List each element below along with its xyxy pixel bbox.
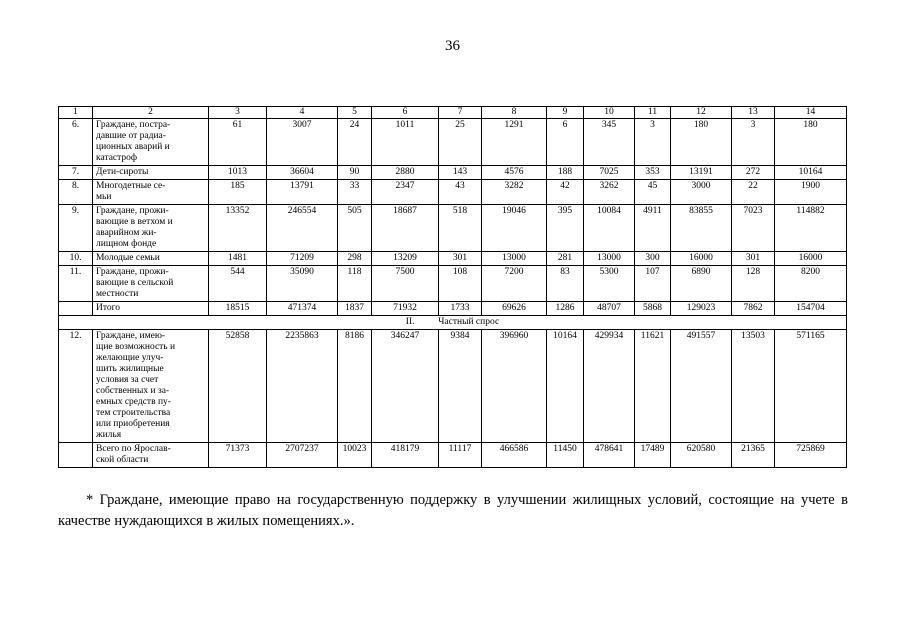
value-cell: 21365 bbox=[732, 443, 775, 468]
value-cell: 13209 bbox=[372, 252, 439, 266]
value-cell: 33 bbox=[338, 180, 372, 205]
value-cell: 18687 bbox=[372, 205, 439, 252]
value-cell: 9 bbox=[547, 107, 584, 119]
value-cell: 301 bbox=[732, 252, 775, 266]
value-cell: 620580 bbox=[671, 443, 732, 468]
category-cell: Граждане, прожи- вающие в ветхом и аварийном жи- лищном фонде bbox=[93, 205, 209, 252]
page-number: 36 bbox=[445, 38, 460, 54]
value-cell: 7 bbox=[439, 107, 482, 119]
value-cell: 16000 bbox=[671, 252, 732, 266]
value-cell: 118 bbox=[338, 266, 372, 302]
table-row bbox=[59, 252, 847, 266]
value-cell: 346247 bbox=[372, 330, 439, 443]
value-cell: 11450 bbox=[547, 443, 584, 468]
value-cell: 12 bbox=[671, 107, 732, 119]
table-row bbox=[59, 166, 847, 180]
value-cell: 107 bbox=[635, 266, 671, 302]
value-cell: 128 bbox=[732, 266, 775, 302]
table-row bbox=[59, 266, 847, 302]
value-cell: 7500 bbox=[372, 266, 439, 302]
value-cell: 2235863 bbox=[267, 330, 338, 443]
value-cell: 36604 bbox=[267, 166, 338, 180]
value-cell: 300 bbox=[635, 252, 671, 266]
value-cell: 7023 bbox=[732, 205, 775, 252]
value-cell: 13352 bbox=[209, 205, 267, 252]
value-cell: 4576 bbox=[482, 166, 547, 180]
value-cell: 518 bbox=[439, 205, 482, 252]
value-cell: 396960 bbox=[482, 330, 547, 443]
value-cell: 3 bbox=[732, 119, 775, 166]
value-cell: 10164 bbox=[775, 166, 847, 180]
value-cell: 8186 bbox=[338, 330, 372, 443]
value-cell: 5868 bbox=[635, 302, 671, 316]
value-cell: 471374 bbox=[267, 302, 338, 316]
value-cell: 83 bbox=[547, 266, 584, 302]
value-cell: 10023 bbox=[338, 443, 372, 468]
value-cell: 83855 bbox=[671, 205, 732, 252]
value-cell: 544 bbox=[209, 266, 267, 302]
value-cell: 24 bbox=[338, 119, 372, 166]
value-cell: 281 bbox=[547, 252, 584, 266]
value-cell: 13503 bbox=[732, 330, 775, 443]
value-cell: 429934 bbox=[584, 330, 635, 443]
section-row bbox=[59, 316, 847, 330]
value-cell: 1013 bbox=[209, 166, 267, 180]
value-cell: 9384 bbox=[439, 330, 482, 443]
value-cell: 10164 bbox=[547, 330, 584, 443]
value-cell: 13000 bbox=[584, 252, 635, 266]
value-cell: 42 bbox=[547, 180, 584, 205]
value-cell: 418179 bbox=[372, 443, 439, 468]
value-cell: 505 bbox=[338, 205, 372, 252]
housing-demand-table bbox=[58, 106, 847, 468]
value-cell: 22 bbox=[732, 180, 775, 205]
value-cell: 2347 bbox=[372, 180, 439, 205]
value-cell: 69626 bbox=[482, 302, 547, 316]
value-cell: 48707 bbox=[584, 302, 635, 316]
value-cell: 1286 bbox=[547, 302, 584, 316]
value-cell: 185 bbox=[209, 180, 267, 205]
section-title: II. Частный спрос bbox=[59, 316, 847, 330]
value-cell: 180 bbox=[775, 119, 847, 166]
value-cell: 5300 bbox=[584, 266, 635, 302]
value-cell: 35090 bbox=[267, 266, 338, 302]
value-cell: 1837 bbox=[338, 302, 372, 316]
value-cell: 114882 bbox=[775, 205, 847, 252]
value-cell: 13791 bbox=[267, 180, 338, 205]
table-row bbox=[59, 119, 847, 166]
row-number-cell: 6. bbox=[59, 119, 93, 166]
header-row bbox=[59, 107, 847, 119]
category-cell: Молодые семьи bbox=[93, 252, 209, 266]
value-cell: 11621 bbox=[635, 330, 671, 443]
category-cell: Граждане, прожи- вающие в сельской местности bbox=[93, 266, 209, 302]
value-cell: 301 bbox=[439, 252, 482, 266]
row-number-cell: 8. bbox=[59, 180, 93, 205]
value-cell: 90 bbox=[338, 166, 372, 180]
value-cell: 45 bbox=[635, 180, 671, 205]
row-number-cell: 9. bbox=[59, 205, 93, 252]
value-cell: 6 bbox=[372, 107, 439, 119]
value-cell: 3007 bbox=[267, 119, 338, 166]
value-cell: 2707237 bbox=[267, 443, 338, 468]
value-cell: 13000 bbox=[482, 252, 547, 266]
value-cell: 478641 bbox=[584, 443, 635, 468]
value-cell: 7200 bbox=[482, 266, 547, 302]
table-row bbox=[59, 302, 847, 316]
value-cell: 61 bbox=[209, 119, 267, 166]
category-cell: Дети-сироты bbox=[93, 166, 209, 180]
value-cell: 16000 bbox=[775, 252, 847, 266]
value-cell: 8 bbox=[482, 107, 547, 119]
value-cell: 180 bbox=[671, 119, 732, 166]
row-number-cell: 10. bbox=[59, 252, 93, 266]
value-cell: 298 bbox=[338, 252, 372, 266]
value-cell: 6 bbox=[547, 119, 584, 166]
value-cell: 11117 bbox=[439, 443, 482, 468]
value-cell: 10084 bbox=[584, 205, 635, 252]
value-cell: 52858 bbox=[209, 330, 267, 443]
value-cell: 25 bbox=[439, 119, 482, 166]
value-cell: 71373 bbox=[209, 443, 267, 468]
category-cell: Всего по Ярослав- ской области bbox=[93, 443, 209, 468]
value-cell: 8200 bbox=[775, 266, 847, 302]
value-cell: 108 bbox=[439, 266, 482, 302]
value-cell: 13191 bbox=[671, 166, 732, 180]
table-row bbox=[59, 205, 847, 252]
row-number-cell: 1 bbox=[59, 107, 93, 119]
value-cell: 19046 bbox=[482, 205, 547, 252]
value-cell: 1481 bbox=[209, 252, 267, 266]
value-cell: 1011 bbox=[372, 119, 439, 166]
value-cell: 71209 bbox=[267, 252, 338, 266]
value-cell: 395 bbox=[547, 205, 584, 252]
value-cell: 6890 bbox=[671, 266, 732, 302]
value-cell: 345 bbox=[584, 119, 635, 166]
value-cell: 71932 bbox=[372, 302, 439, 316]
value-cell: 1900 bbox=[775, 180, 847, 205]
value-cell: 3282 bbox=[482, 180, 547, 205]
value-cell: 466586 bbox=[482, 443, 547, 468]
value-cell: 2880 bbox=[372, 166, 439, 180]
value-cell: 11 bbox=[635, 107, 671, 119]
row-number-cell bbox=[59, 443, 93, 468]
row-number-cell bbox=[59, 302, 93, 316]
value-cell: 43 bbox=[439, 180, 482, 205]
table-row bbox=[59, 330, 847, 443]
value-cell: 3262 bbox=[584, 180, 635, 205]
value-cell: 17489 bbox=[635, 443, 671, 468]
value-cell: 14 bbox=[775, 107, 847, 119]
value-cell: 7025 bbox=[584, 166, 635, 180]
value-cell: 4 bbox=[267, 107, 338, 119]
value-cell: 13 bbox=[732, 107, 775, 119]
value-cell: 491557 bbox=[671, 330, 732, 443]
value-cell: 1291 bbox=[482, 119, 547, 166]
value-cell: 3 bbox=[209, 107, 267, 119]
value-cell: 129023 bbox=[671, 302, 732, 316]
row-number-cell: 11. bbox=[59, 266, 93, 302]
value-cell: 3000 bbox=[671, 180, 732, 205]
table-row bbox=[59, 443, 847, 468]
row-number-cell: 7. bbox=[59, 166, 93, 180]
table-row bbox=[59, 180, 847, 205]
value-cell: 725869 bbox=[775, 443, 847, 468]
value-cell: 4911 bbox=[635, 205, 671, 252]
value-cell: 18515 bbox=[209, 302, 267, 316]
category-cell: Многодетные се- мьи bbox=[93, 180, 209, 205]
value-cell: 3 bbox=[635, 119, 671, 166]
value-cell: 154704 bbox=[775, 302, 847, 316]
value-cell: 143 bbox=[439, 166, 482, 180]
value-cell: 10 bbox=[584, 107, 635, 119]
value-cell: 5 bbox=[338, 107, 372, 119]
category-cell: Граждане, имею- щие возможность и желающие улуч- шить жилищные условия за счет собственных и за- емных средств пу- тем строительства или приобретения жилья bbox=[93, 330, 209, 443]
category-cell: Граждане, постра- давшие от радиа- ционных аварий и катастроф bbox=[93, 119, 209, 166]
category-cell: Итого bbox=[93, 302, 209, 316]
value-cell: 188 bbox=[547, 166, 584, 180]
value-cell: 272 bbox=[732, 166, 775, 180]
footnote: * Граждане, имеющие право на государственную поддержку в улучшении жилищных условий, состоящие на учете в качестве нуждающихся в жилых помещениях.». bbox=[58, 492, 848, 529]
row-number-cell: 12. bbox=[59, 330, 93, 443]
value-cell: 571165 bbox=[775, 330, 847, 443]
value-cell: 353 bbox=[635, 166, 671, 180]
value-cell: 246554 bbox=[267, 205, 338, 252]
value-cell: 7862 bbox=[732, 302, 775, 316]
category-cell: 2 bbox=[93, 107, 209, 119]
value-cell: 1733 bbox=[439, 302, 482, 316]
